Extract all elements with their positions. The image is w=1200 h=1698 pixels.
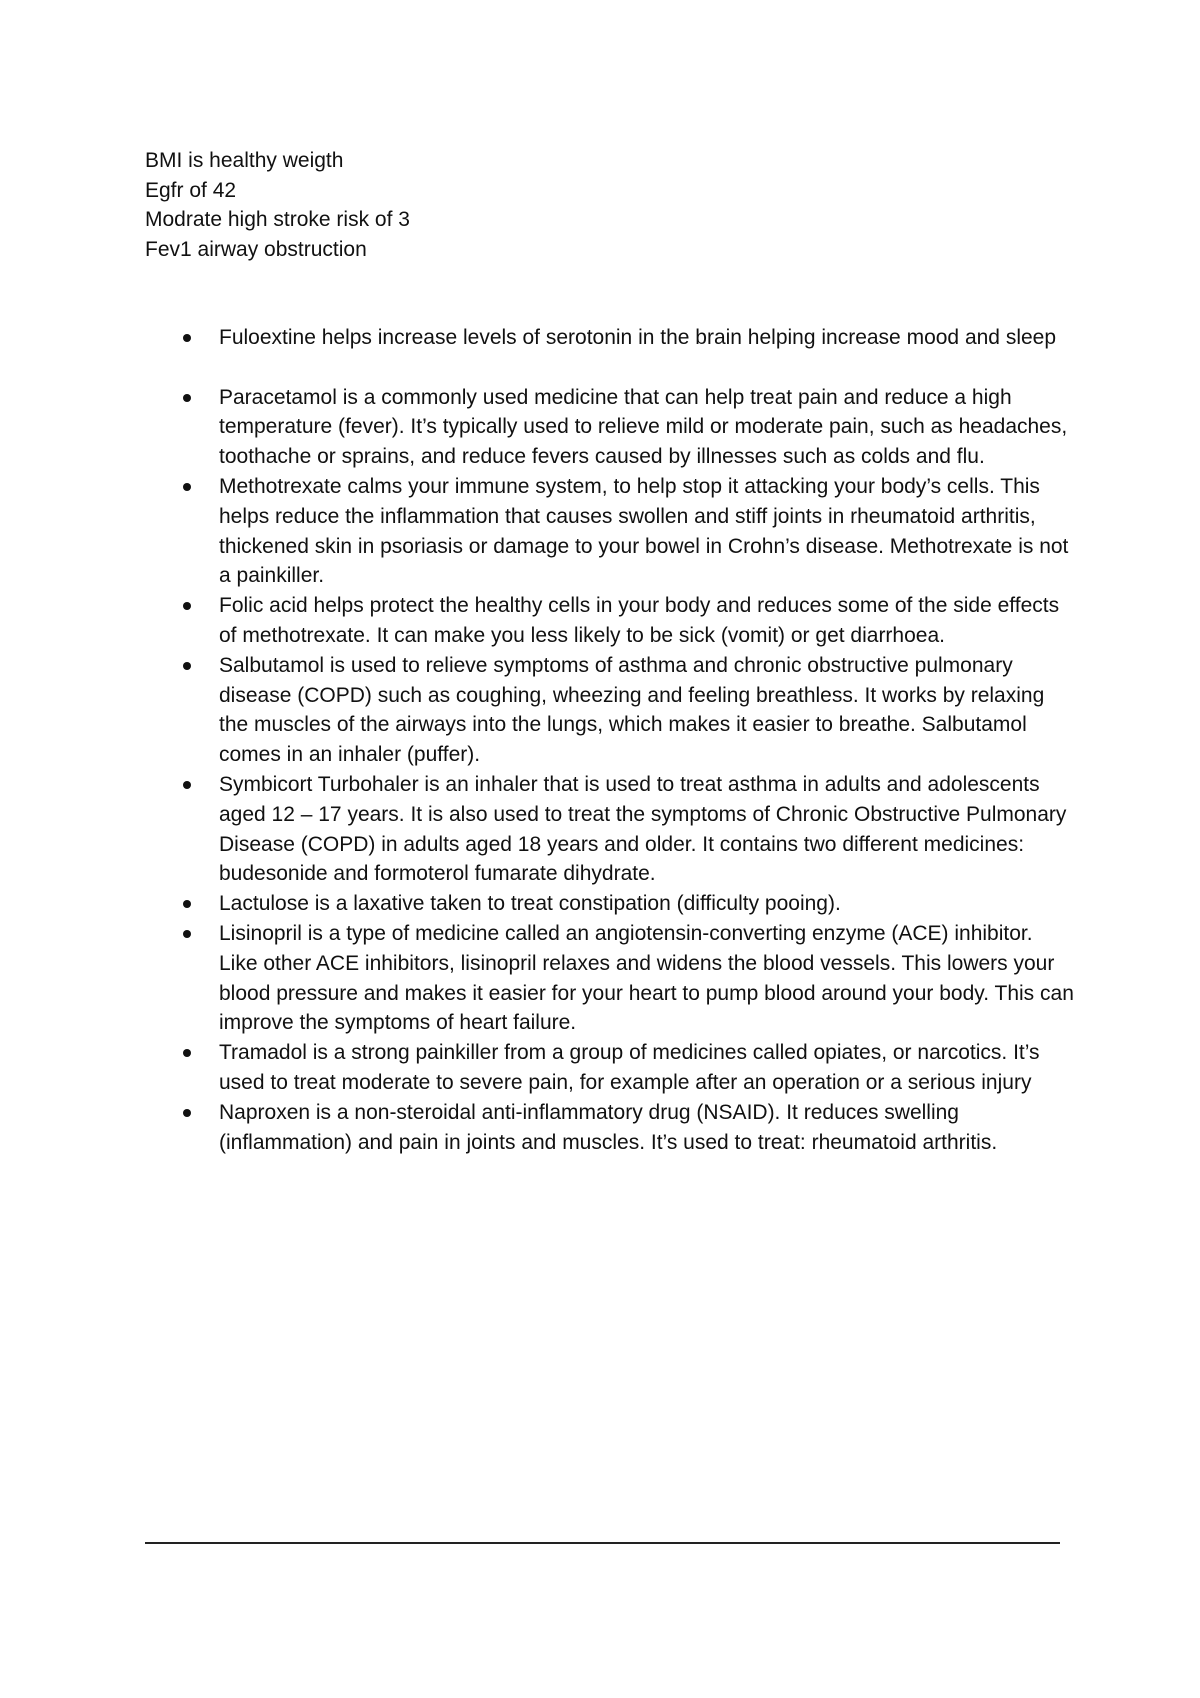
bullet-icon (183, 602, 191, 610)
medication-description: Symbicort Turbohaler is an inhaler that is used to treat asthma in adults and adolescents aged 12 – 17 years. It is also used to treat the symptoms of Chronic Obstructive Pulmonary Disease (COPD) in adults aged 18 years and older. It contains two different medicines: budesonide and formoterol fumarate dihydrate. (219, 772, 1067, 886)
bullet-icon (183, 900, 191, 908)
medication-description: Lisinopril is a type of medicine called an angiotensin-converting enzyme (ACE) inhibitor. Like other ACE inhibitors, lisinopril relaxes and widens the blood vessels. This lowers your blood pressure and makes it easier for your heart to pump blood around your body. This can improve the symptoms of heart failure. (219, 921, 1074, 1035)
list-item (175, 1098, 1075, 1158)
note-bmi: BMI is healthy weigth (145, 149, 344, 172)
medication-description: Tramadol is a strong painkiller from a group of medicines called opiates, or narcotics. It’s used to treat moderate to severe pain, for example after an operation or a serious injury (219, 1041, 1040, 1094)
medication-description: Methotrexate calms your immune system, to help stop it attacking your body’s cells. This helps reduce the inflammation that causes swollen and stiff joints in rheumatoid arthritis, thickened skin in psoriasis or damage to your bowel in Crohn’s disease. Methotrexate is not a painkiller. (219, 474, 1069, 588)
list-item (175, 1038, 1075, 1098)
medication-description: Lactulose is a laxative taken to treat constipation (difficulty pooing). (219, 892, 841, 916)
medication-description: Folic acid helps protect the healthy cells in your body and reduces some of the side effects of methotrexate. It can make you less likely to be sick (vomit) or get diarrhoea. (219, 594, 1060, 647)
list-item (175, 889, 1075, 919)
bullet-icon (183, 781, 191, 789)
note-egfr: Egfr of 42 (145, 178, 237, 202)
medication-description: Fuloextine helps increase levels of serotonin in the brain helping increase mood and sleep (219, 326, 1057, 349)
bullet-icon (183, 662, 191, 670)
list-item (175, 651, 1075, 770)
list-item (175, 472, 1075, 591)
bullet-icon (183, 394, 191, 402)
list-item (175, 919, 1075, 1038)
list-item (175, 323, 1075, 353)
bullet-icon (183, 930, 191, 938)
medication-description: Naproxen is a non-steroidal anti-inflammatory drug (NSAID). It reduces swelling (inflammation) and pain in joints and muscles. It’s used to treat: rheumatoid arthritis. (219, 1100, 998, 1154)
footer-divider (145, 1542, 1060, 1544)
medication-list (175, 323, 1075, 1157)
bullet-icon (183, 334, 191, 342)
bullet-icon (183, 1049, 191, 1057)
bullet-icon (183, 1109, 191, 1117)
note-fev1: Fev1 airway obstruction (145, 237, 367, 261)
patient-notes (145, 146, 1045, 264)
note-stroke-risk: Modrate high stroke risk of 3 (145, 208, 410, 231)
bullet-icon (183, 483, 191, 491)
medication-description: Salbutamol is used to relieve symptoms of asthma and chronic obstructive pulmonary disease (COPD) such as coughing, wheezing and feeling breathless. It works by relaxing the muscles of the airways into the lungs, which makes it easier to breathe. Salbutamol comes in an inhaler (puffer). (219, 653, 1045, 767)
list-item (175, 770, 1075, 889)
list-item (175, 383, 1075, 472)
list-item (175, 591, 1075, 651)
medication-description: Paracetamol is a commonly used medicine that can help treat pain and reduce a high temperature (fever). It’s typically used to relieve mild or moderate pain, such as headaches, toothache or sprains, and reduce fevers caused by illnesses such as colds and flu. (219, 385, 1068, 469)
